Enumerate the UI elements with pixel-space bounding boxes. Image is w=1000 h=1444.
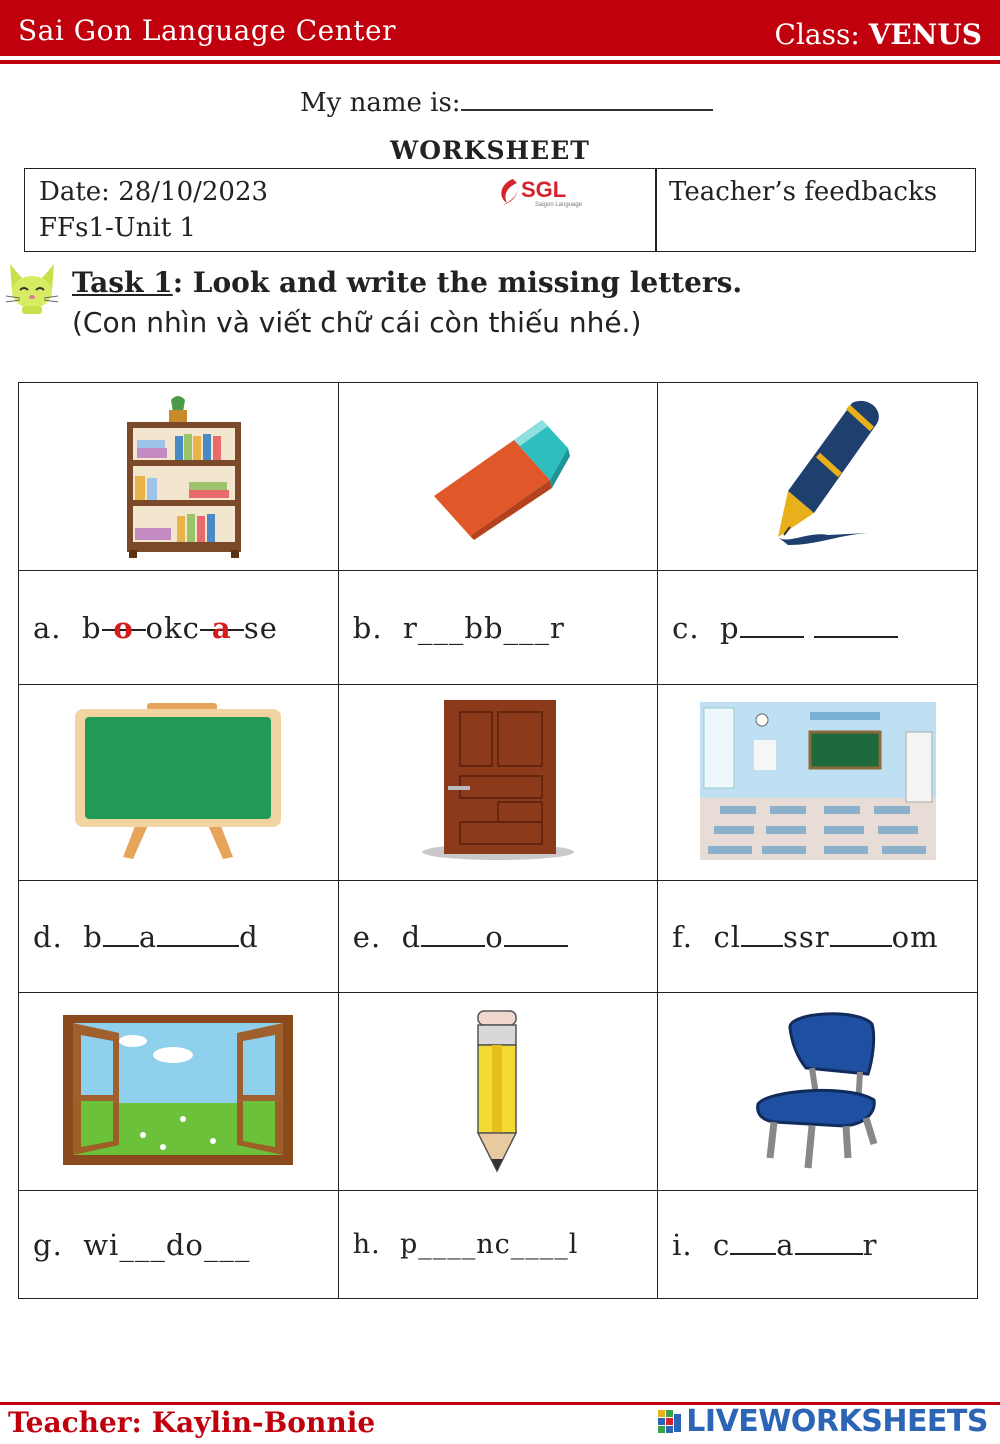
image-cell [658, 685, 978, 881]
cat-icon [2, 256, 62, 316]
image-cell [19, 685, 339, 881]
unit-text: FFs1-Unit 1 [39, 213, 196, 243]
image-cell [658, 383, 978, 571]
bookcase-icon [113, 390, 243, 560]
image-cell [19, 383, 339, 571]
word-cell: b. r___bb___r [338, 571, 657, 685]
classroom-icon [700, 702, 936, 860]
header-bar [0, 0, 1000, 56]
answer-blank[interactable] [795, 1235, 863, 1255]
answer-filled[interactable]: a [211, 610, 232, 645]
word-cell: d. b a d [19, 881, 339, 993]
word-cell: f. cl ssr om [658, 881, 978, 993]
liveworksheets-logo: LIVEWORKSHEETS [658, 1404, 988, 1439]
class-label: Class: VENUS [774, 18, 982, 51]
liveworksheets-icon [658, 1410, 682, 1434]
date-text: Date: 28/10/2023 [39, 177, 269, 207]
teacher-name: Teacher: Kaylin-Bonnie [8, 1406, 376, 1439]
answer-blank[interactable] [421, 927, 485, 947]
name-line: My name is: [300, 88, 713, 118]
answer-blank[interactable] [157, 927, 239, 947]
worksheet-title: WORKSHEET [390, 136, 590, 165]
header-divider [0, 60, 1000, 64]
image-cell [19, 993, 339, 1191]
answer-blank[interactable] [741, 927, 783, 947]
chair-icon [748, 1008, 888, 1172]
answer-blank[interactable] [830, 927, 892, 947]
answer-blank[interactable] [740, 618, 804, 638]
answer-blank[interactable] [814, 618, 898, 638]
eraser-icon [418, 410, 578, 540]
board-icon [73, 701, 283, 861]
word-cell: g. wi___do___ [19, 1191, 339, 1299]
task-subtitle: (Con nhìn và viết chữ cái còn thiếu nhé.) [72, 306, 642, 339]
word-blank[interactable]: p____nc____l [399, 1229, 579, 1260]
pen-icon [748, 395, 888, 555]
class-value: VENUS [868, 18, 982, 51]
feedback-label: Teacher’s feedbacks [669, 177, 938, 207]
info-box [24, 168, 976, 252]
image-cell [658, 993, 978, 1191]
info-divider [655, 169, 657, 251]
name-blank[interactable] [461, 89, 713, 111]
word-cell: a. b o okc a se [19, 571, 339, 685]
word-cell: i. c a r [658, 1191, 978, 1299]
pencil-icon [468, 1007, 528, 1173]
answer-blank[interactable] [730, 1235, 776, 1255]
word-cell: c. p [658, 571, 978, 685]
sgl-logo [495, 175, 595, 209]
exercise-grid [18, 382, 978, 1299]
word-blank[interactable]: r___bb___r [403, 610, 565, 645]
image-cell [338, 383, 657, 571]
image-cell [338, 685, 657, 881]
window-icon [63, 1015, 293, 1165]
answer-blank[interactable] [504, 927, 568, 947]
image-cell [338, 993, 657, 1191]
word-cell: e. d o [338, 881, 657, 993]
door-icon [418, 696, 578, 866]
word-cell: h. p____nc____l [338, 1191, 657, 1299]
svg-text:SGL: SGL [521, 177, 567, 202]
word-blank[interactable]: wi___do___ [83, 1227, 251, 1262]
center-name: Sai Gon Language Center [18, 14, 396, 47]
task-title: Task 1: Look and write the missing letters. [72, 266, 743, 299]
answer-blank[interactable] [103, 927, 139, 947]
answer-filled[interactable]: o [113, 610, 134, 645]
svg-text:Saigon Language: Saigon Language [535, 202, 583, 208]
